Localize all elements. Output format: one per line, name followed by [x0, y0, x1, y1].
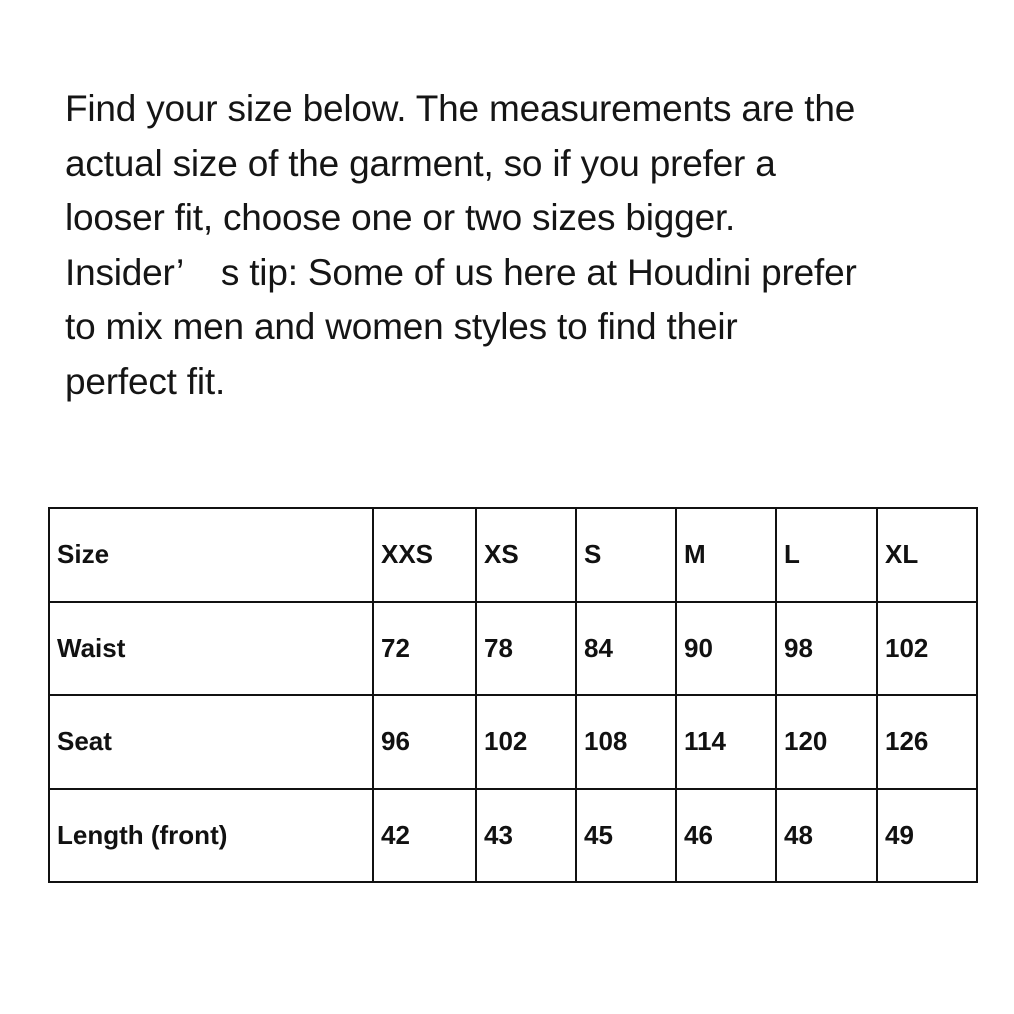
- table-cell: 90: [676, 602, 776, 696]
- table-cell: 126: [877, 695, 977, 789]
- table-cell: 49: [877, 789, 977, 883]
- intro-line: looser fit, choose one or two sizes bigger.: [65, 197, 736, 239]
- header-cell-m: M: [676, 508, 776, 602]
- intro-line: actual size of the garment, so if you prefer a: [65, 142, 776, 184]
- table-cell: 72: [373, 602, 476, 696]
- table-cell: 102: [476, 695, 576, 789]
- table-row-length-front: [49, 789, 977, 883]
- table-row-waist: [49, 602, 977, 696]
- header-cell-l: L: [776, 508, 877, 602]
- table-cell: 43: [476, 789, 576, 883]
- intro-line: perfect fit.: [65, 360, 226, 402]
- header-cell-xxs: XXS: [373, 508, 476, 602]
- size-guide-intro: [65, 82, 985, 410]
- table-cell: 45: [576, 789, 676, 883]
- header-cell-xs: XS: [476, 508, 576, 602]
- table-cell: 48: [776, 789, 877, 883]
- row-label: Waist: [49, 602, 373, 696]
- table-cell: 120: [776, 695, 877, 789]
- table-row-seat: [49, 695, 977, 789]
- table-cell: 98: [776, 602, 877, 696]
- intro-line: Insider’ s tip: Some of us here at Houdini prefer: [65, 251, 857, 293]
- row-label: Seat: [49, 695, 373, 789]
- table-cell: 78: [476, 602, 576, 696]
- row-label: Length (front): [49, 789, 373, 883]
- table-cell: 108: [576, 695, 676, 789]
- header-cell-size: Size: [49, 508, 373, 602]
- table-cell: 102: [877, 602, 977, 696]
- header-cell-s: S: [576, 508, 676, 602]
- size-chart-table: [48, 507, 978, 883]
- table-cell: 96: [373, 695, 476, 789]
- intro-line: to mix men and women styles to find their: [65, 306, 738, 348]
- table-cell: 114: [676, 695, 776, 789]
- table-header-row: [49, 508, 977, 602]
- header-cell-xl: XL: [877, 508, 977, 602]
- table-cell: 84: [576, 602, 676, 696]
- table-cell: 46: [676, 789, 776, 883]
- intro-line: Find your size below. The measurements are the: [65, 88, 856, 129]
- table-cell: 42: [373, 789, 476, 883]
